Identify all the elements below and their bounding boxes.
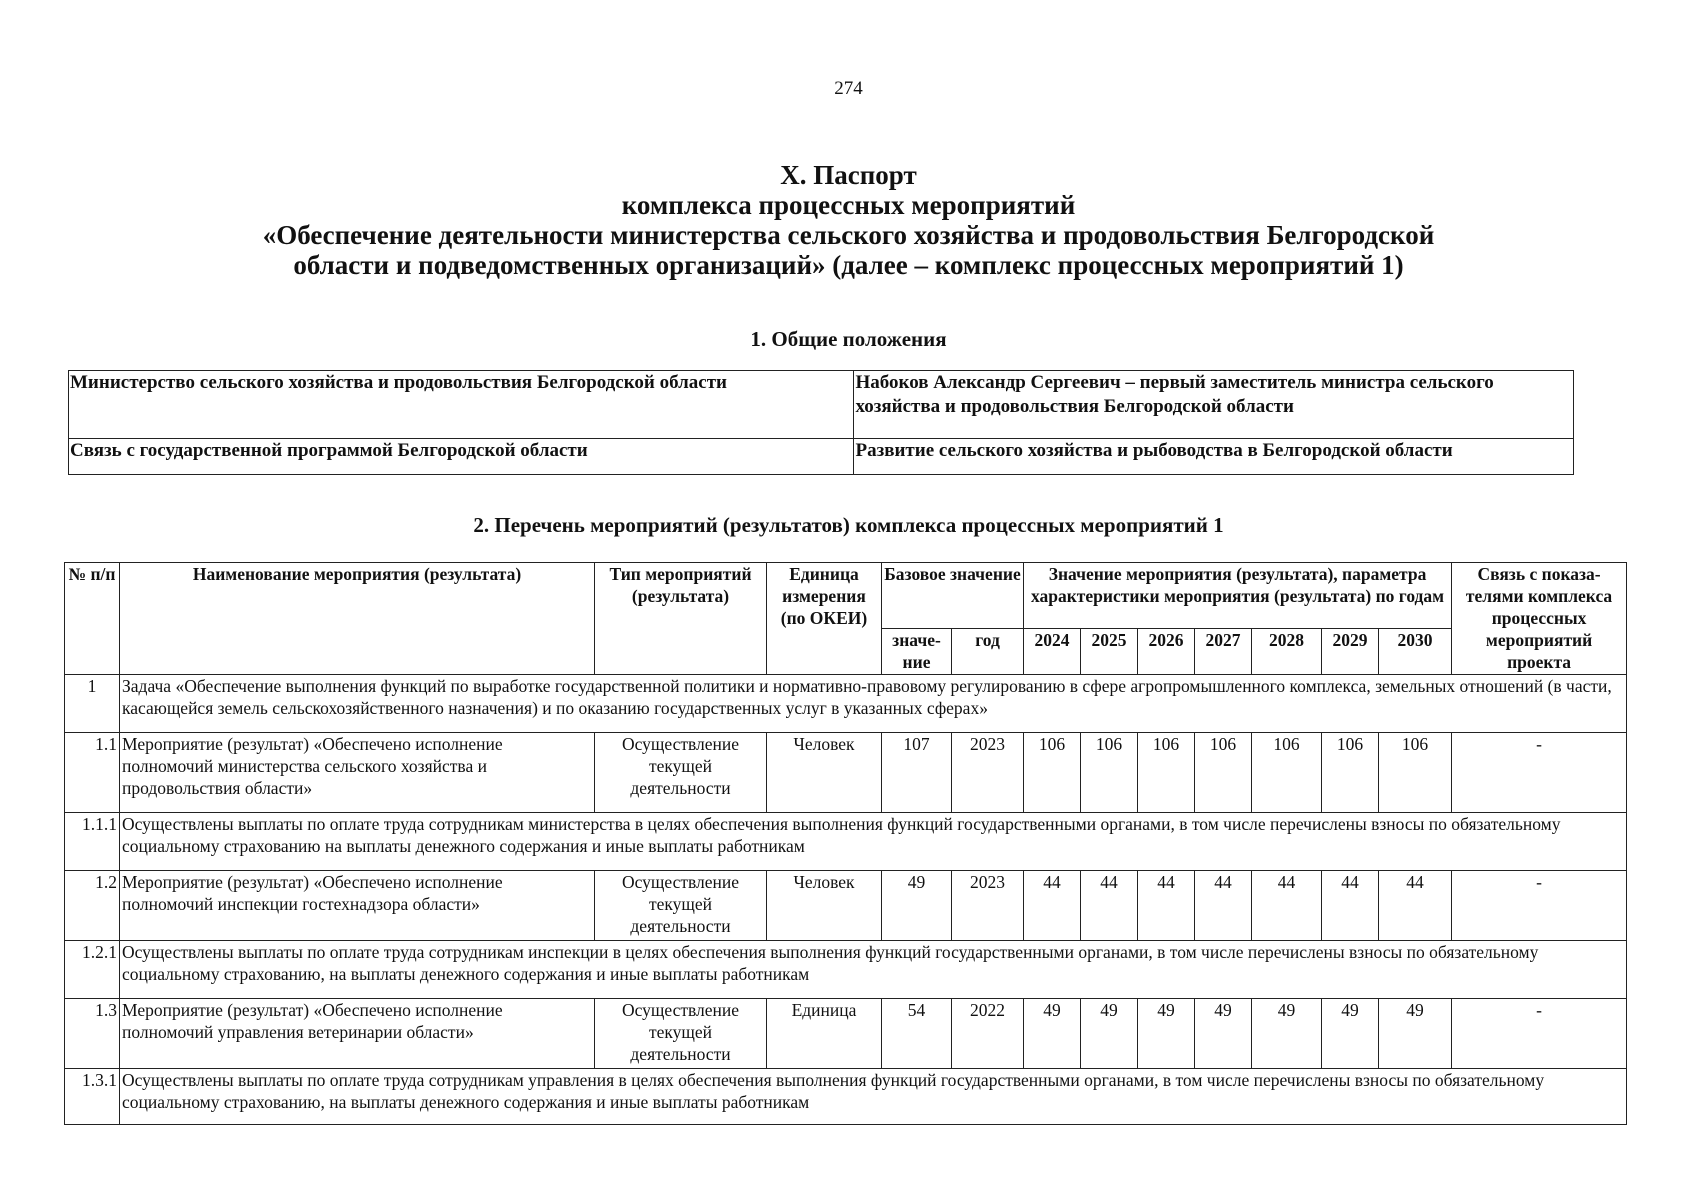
activity-year-value: 49 [1024, 999, 1081, 1069]
title-line-1: X. Паспорт [780, 160, 917, 190]
activity-year-value: 106 [1081, 733, 1138, 813]
general-info-row [69, 439, 1574, 475]
task-num: 1 [65, 675, 120, 733]
activity-year-value: 49 [1195, 999, 1252, 1069]
activity-unit: Человек [767, 733, 882, 813]
activity-unit: Единица [767, 999, 882, 1069]
header-year: 2026 [1138, 629, 1195, 675]
activity-num: 1.3 [65, 999, 120, 1069]
sub-activity-text: Осуществлены выплаты по оплате труда сотрудникам инспекции в целях обеспечения выполнения функций государственными органами, в том числе перечислены взносы по обязательному социальному страхованию, на выплаты денежного содержания и иные выплаты работникам [120, 941, 1627, 999]
document-title [0, 160, 1697, 280]
sub-activity-row [65, 941, 1627, 999]
activity-year-value: 106 [1138, 733, 1195, 813]
activity-year-value: 44 [1138, 871, 1195, 941]
activity-year-value: 44 [1081, 871, 1138, 941]
activity-year-value: 106 [1322, 733, 1379, 813]
sub-activity-row [65, 813, 1627, 871]
general-info-label: Министерство сельского хозяйства и продовольствия Белгородской области [69, 371, 854, 439]
sub-activity-num: 1.1.1 [65, 813, 120, 871]
activity-base-year: 2023 [952, 871, 1024, 941]
general-info-value: Развитие сельского хозяйства и рыбоводства в Белгородской области [854, 439, 1574, 475]
activity-base-year: 2022 [952, 999, 1024, 1069]
general-info-value: Набоков Александр Сергеевич – первый заместитель министра сельского хозяйства и продовольствия Белгородской области [854, 371, 1574, 439]
activity-type: Осуществление текущей деятельности [595, 999, 767, 1069]
header-year: 2025 [1081, 629, 1138, 675]
section-2-heading: 2. Перечень мероприятий (результатов) комплекса процессных мероприятий 1 [473, 513, 1224, 537]
header-year: 2028 [1252, 629, 1322, 675]
header-name: Наименование мероприятия (результата) [120, 563, 595, 675]
header-base-year: год [952, 629, 1024, 675]
table-header-row [65, 563, 1627, 629]
activity-name: Мероприятие (результат) «Обеспечено исполнение полномочий министерства сельского хозяйства и продовольствия области» [120, 733, 595, 813]
section-1-heading: 1. Общие положения [750, 327, 947, 351]
header-year: 2030 [1379, 629, 1452, 675]
header-num: № п/п [65, 563, 120, 675]
activity-year-value: 49 [1379, 999, 1452, 1069]
activity-year-value: 44 [1024, 871, 1081, 941]
page-number: 274 [834, 78, 863, 99]
header-link: Связь с показа-телями комплекса процессных мероприятий проекта [1452, 563, 1627, 675]
activity-link: - [1452, 733, 1627, 813]
activity-row [65, 733, 1627, 813]
activity-year-value: 44 [1322, 871, 1379, 941]
sub-activity-text: Осуществлены выплаты по оплате труда сотрудникам управления в целях обеспечения выполнения функций государственными органами, в том числе перечислены взносы по обязательному социальному страхованию, на выплаты денежного содержания и иные выплаты работникам [120, 1069, 1627, 1125]
header-unit: Единица измерения (по ОКЕИ) [767, 563, 882, 675]
activities-table [64, 562, 1627, 1125]
activity-year-value: 106 [1195, 733, 1252, 813]
title-line-3: «Обеспечение деятельности министерства сельского хозяйства и продовольствия Белгородской [262, 220, 1435, 250]
sub-activity-num: 1.3.1 [65, 1069, 120, 1125]
header-values: Значение мероприятия (результата), параметра характеристики мероприятия (результата) по годам [1024, 563, 1452, 629]
activity-name: Мероприятие (результат) «Обеспечено исполнение полномочий управления ветеринарии области» [120, 999, 595, 1069]
activity-num: 1.2 [65, 871, 120, 941]
activity-year-value: 49 [1138, 999, 1195, 1069]
activity-type: Осуществление текущей деятельности [595, 871, 767, 941]
activity-base-value: 49 [882, 871, 952, 941]
general-info-label: Связь с государственной программой Белгородской области [69, 439, 854, 475]
activity-year-value: 106 [1379, 733, 1452, 813]
activity-num: 1.1 [65, 733, 120, 813]
activity-year-value: 44 [1379, 871, 1452, 941]
activity-type: Осуществление текущей деятельности [595, 733, 767, 813]
activity-year-value: 49 [1081, 999, 1138, 1069]
title-line-4: области и подведомственных организаций» (далее – комплекс процессных мероприятий 1) [293, 250, 1404, 280]
activity-row [65, 999, 1627, 1069]
activity-name: Мероприятие (результат) «Обеспечено исполнение полномочий инспекции гостехнадзора области» [120, 871, 595, 941]
general-info-row [69, 371, 1574, 439]
activity-row [65, 871, 1627, 941]
header-year: 2024 [1024, 629, 1081, 675]
activity-year-value: 44 [1252, 871, 1322, 941]
activity-unit: Человек [767, 871, 882, 941]
activity-year-value: 44 [1195, 871, 1252, 941]
activity-year-value: 106 [1252, 733, 1322, 813]
header-year: 2029 [1322, 629, 1379, 675]
title-line-2: комплекса процессных мероприятий [621, 190, 1076, 220]
activity-base-value: 54 [882, 999, 952, 1069]
header-year: 2027 [1195, 629, 1252, 675]
activity-link: - [1452, 999, 1627, 1069]
sub-activity-row [65, 1069, 1627, 1125]
task-row [65, 675, 1627, 733]
header-base-value: значе-ние [882, 629, 952, 675]
activity-link: - [1452, 871, 1627, 941]
activity-year-value: 49 [1322, 999, 1379, 1069]
sub-activity-text: Осуществлены выплаты по оплате труда сотрудникам министерства в целях обеспечения выполнения функций государственными органами, в том числе перечислены взносы по обязательному социальному страхованию на выплаты денежного содержания и иные выплаты работникам [120, 813, 1627, 871]
activity-year-value: 106 [1024, 733, 1081, 813]
sub-activity-num: 1.2.1 [65, 941, 120, 999]
activity-base-year: 2023 [952, 733, 1024, 813]
activity-base-value: 107 [882, 733, 952, 813]
general-info-table [68, 370, 1574, 475]
task-text: Задача «Обеспечение выполнения функций по выработке государственной политики и нормативно-правовому регулированию в сфере агропромышленного комплекса, земельных отношений (в части, касающейся земель сельскохозяйственного назначения) и по оказанию государственных услуг в указанных сферах» [120, 675, 1627, 733]
header-type: Тип мероприятий (результата) [595, 563, 767, 675]
activity-year-value: 49 [1252, 999, 1322, 1069]
header-base: Базовое значение [882, 563, 1024, 629]
